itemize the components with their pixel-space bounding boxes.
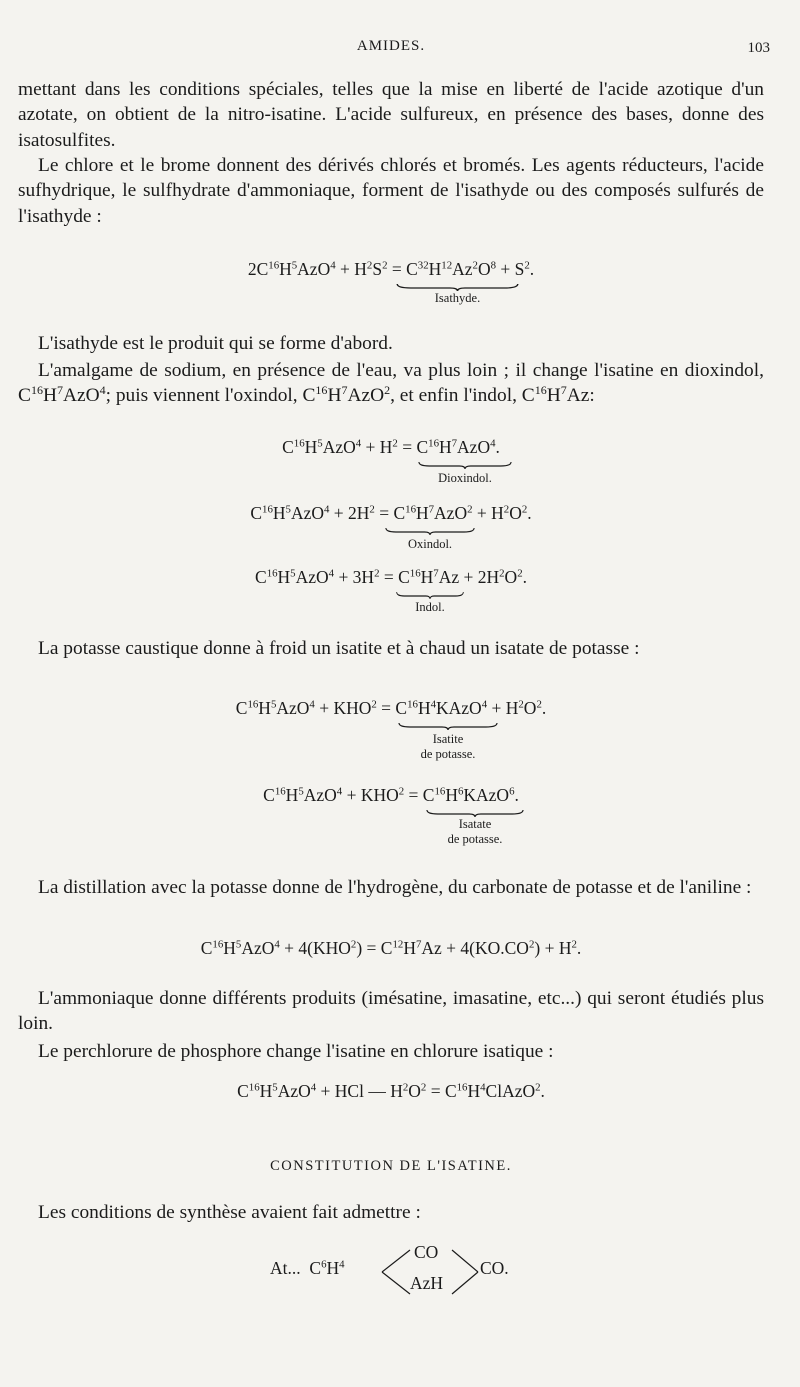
paragraph-synthese: Les conditions de synthèse avaient fait admettre :	[38, 1202, 421, 1223]
equation-chlorure-isatique: $C^{16}H^5AzO^4$ + HCl — $H^2O^2$ = $C^{16}H^4ClAzO^2$.	[237, 1081, 545, 1101]
label-isatite: Isatite de potasse.	[420, 732, 476, 761]
brace-isatate	[426, 809, 524, 817]
paragraph-ammoniaque: L'ammoniaque donne différents produits (imésatine, imasatine, etc...) qui seront étudiés plus loin.	[18, 988, 764, 1035]
formula-azh-bottom: AzH	[410, 1273, 444, 1293]
label-isatate: Isatate de potasse.	[447, 817, 503, 846]
brace-dioxindol	[418, 461, 512, 469]
label-oxindol: Oxindol.	[407, 537, 453, 551]
paragraph-potasse-caustique: La potasse caustique donne à froid un isatite et à chaud un isatate de potasse :	[38, 638, 640, 659]
formula-co-top: CO	[414, 1242, 439, 1262]
brace-isatite	[398, 722, 498, 730]
paragraph-chlore-brome: Le chlore et le brome donnent des dérivés chlorés et bromés. Les agents réducteurs, l'acide sufhydrique, le sulfhydrate d'ammoniaque, forment de l'isathyde ou des composés sulfurés de l'isathyde :	[18, 155, 764, 227]
brace-isathyde	[396, 283, 519, 291]
equation-indol: $C^{16}H^5AzO^4 + 3H^2 = C^{16}H^7Az + 2H^2O^2$.	[255, 567, 527, 587]
paragraph-perchlorure: Le perchlorure de phosphore change l'isatine en chlorure isatique :	[38, 1041, 554, 1062]
equation-isatate: $C^{16}H^5AzO^4 + KHO^2$ = $C^{16}H^6KAzO^6$.	[263, 785, 519, 805]
label-indol: Indol.	[415, 600, 445, 614]
formula-right-bonds	[446, 1244, 482, 1300]
paragraph-isathyde-produit: L'isathyde est le produit qui se forme d'abord.	[38, 333, 393, 354]
paragraph-nitro-isatine: mettant dans les conditions spéciales, telles que la mise en liberté de l'acide azotique d'un azotate, on obtient de la nitro-isatine. L'acide sulfureux, en présence des bases, donne des isatosulfites.	[18, 79, 764, 151]
equation-distillation: $C^{16}H^5AzO^4 + 4(KHO^2) = C^{12}H^7Az + 4(KO.CO^2) + H^2$.	[200, 938, 582, 958]
equation-oxindol: $C^{16}H^5AzO^4 + 2H^2 = C^{16}H^7AzO^2 + H^2O^2$.	[250, 503, 532, 523]
brace-oxindol	[385, 527, 475, 535]
paragraph-distillation: La distillation avec la potasse donne de l'hydrogène, du carbonate de potasse et de l'aniline :	[38, 877, 752, 898]
equation-isathyde: $2C^{16}H^5AzO^4 + H^2S^2 = C^{32}H^{12}Az^2O^8 + S^2$.	[247, 259, 535, 279]
label-isathyde: Isathyde.	[434, 291, 481, 305]
page-header	[18, 38, 770, 62]
equation-dioxindol: $C^{16}H^5AzO^4 + H^2 = C^{16}H^7AzO^4$.	[282, 437, 500, 457]
running-title: AMIDES.	[356, 38, 426, 54]
page-number: 103	[747, 40, 770, 56]
brace-indol	[396, 591, 464, 599]
paragraph-amalgame: L'amalgame de sodium, en présence de l'eau, va plus loin ; il change l'isatine en dioxindol, $C^{16}H^7AzO^4$; puis viennent l'oxindol, $C^{16}H^7AzO^2$, et enfin l'indol, $C^{16}H^7Az$:	[18, 360, 764, 407]
structural-formula-prefix: At... $C^6H^4$	[270, 1258, 345, 1278]
section-title: CONSTITUTION DE L'ISATINE.	[270, 1158, 512, 1174]
formula-co-right: CO.	[480, 1258, 509, 1278]
label-dioxindol: Dioxindol.	[438, 471, 492, 485]
equation-isatite: $C^{16}H^5AzO^4 + KHO^2$ = $C^{16}H^4KAzO^4 + H^2O^2$.	[235, 698, 547, 718]
